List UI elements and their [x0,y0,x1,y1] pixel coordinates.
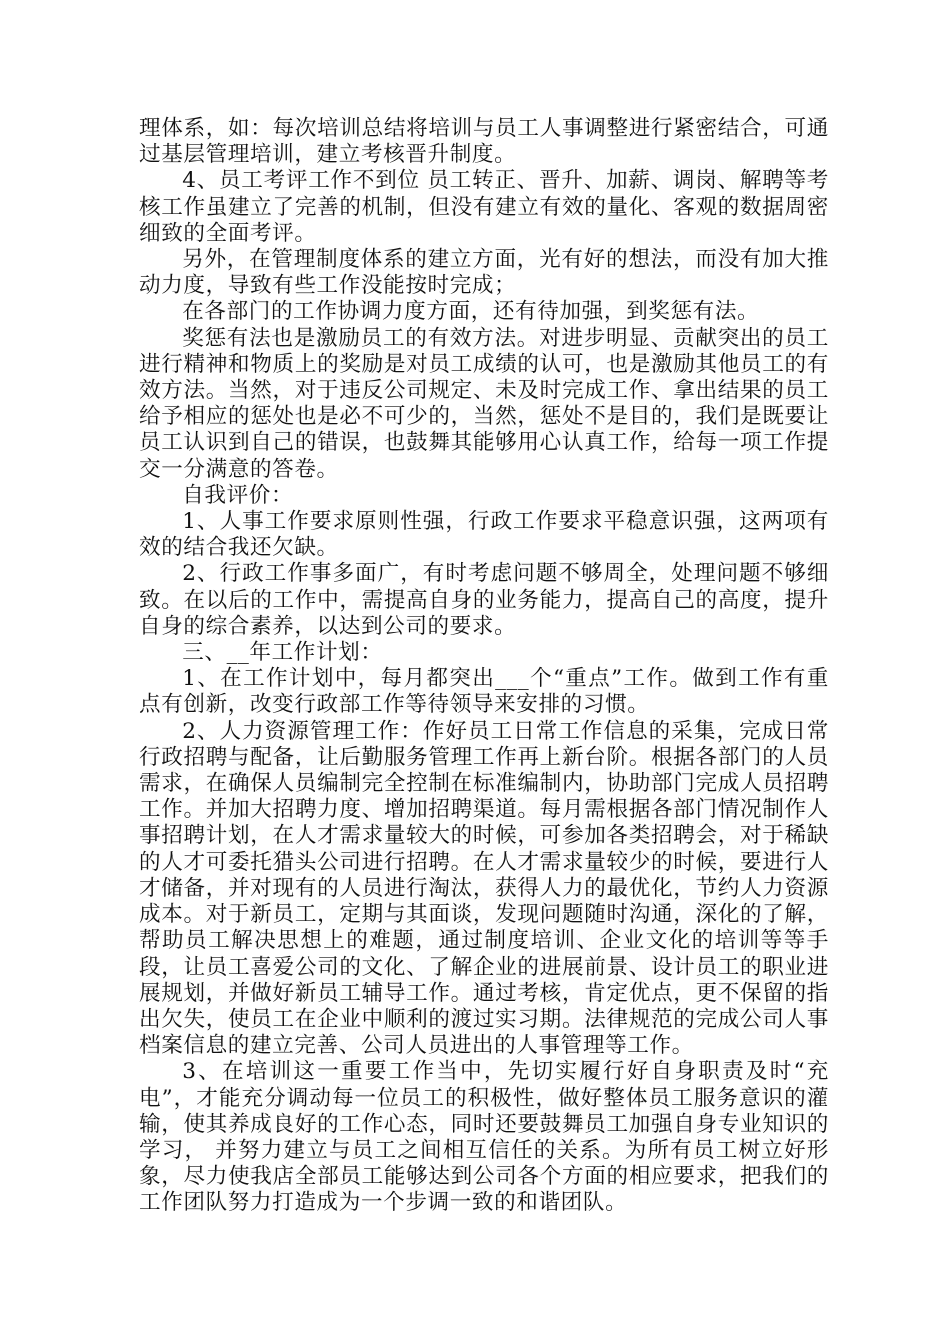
paragraph-3: 另外，在管理制度体系的建立方面，光有好的想法，而没有加大推动力度，导致有些工作没能按时完成； [139,247,829,299]
paragraph-10: 1、在工作计划中，每月都突出___个“重点”工作。做到工作有重点有创新，改变行政部工作等待领导来安排的习惯。 [139,666,829,718]
paragraph-11: 2、人力资源管理工作：作好员工日常工作信息的采集，完成日常行政招聘与配备，让后勤服务管理工作再上新台阶。根据各部门的人员需求，在确保人员编制完全控制在标准编制内，协助部门完成人员招聘工作。并加大招聘力度、增加招聘渠道。每月需根据各部门情况制作人事招聘计划，在人才需求量较大的时候，可参加各类招聘会，对于稀缺的人才可委托猎头公司进行招聘。在人才需求量较少的时候，要进行人才储备，并对现有的人员进行淘汰，获得人力的最优化，节约人力资源成本。对于新员工，定期与其面谈，发现问题随时沟通，深化的了解，帮助员工解决思想上的难题，通过制度培训、企业文化的培训等等手段，让员工喜爱公司的文化、了解企业的进展前景、设计员工的职业进展规划，并做好新员工辅导工作。通过考核，肯定优点，更不保留的指出欠失，使员工在企业中顺利的渡过实习期。法律规范的完成公司人事档案信息的建立完善、公司人员进出的人事管理等工作。 [139,718,829,1059]
paragraph-5: 奖惩有法也是激励员工的有效方法。对进步明显、贡献突出的员工进行精神和物质上的奖励是对员工成绩的认可，也是激励其他员工的有效方法。当然，对于违反公司规定、未及时完成工作、拿出结果的员工给予相应的惩处也是必不可少的，当然，惩处不是目的，我们是既要让员工认识到自己的错误，也鼓舞其能够用心认真工作，给每一项工作提交一分满意的答卷。 [139,325,829,482]
paragraph-4: 在各部门的工作协调力度方面，还有待加强，到奖惩有法。 [182,299,760,325]
paragraph-8: 2、行政工作事多面广，有时考虑问题不够周全，处理问题不够细致。在以后的工作中，需提高自身的业务能力，提高自己的高度，提升自身的综合素养，以达到公司的要求。 [139,561,829,639]
paragraph-1: 理体系，如：每次培训总结将培训与员工人事调整进行紧密结合，可通过基层管理培训，建立考核晋升制度。 [139,116,829,168]
paragraph-12: 3、在培训这一重要工作当中，先切实履行好自身职责及时“充电”，才能充分调动每一位员工的积极性，做好整体员工服务意识的灌输，使其养成良好的工作心态，同时还要鼓舞员工加强自身专业知识的学习， 并努力建立与员工之间相互信任的关系。为所有员工树立好形象，尽力使我店全部员工能够达到公司各个方面的相应要求，把我们的工作团队努力打造成为一个步调一致的和谐团队。 [139,1059,829,1216]
paragraph-2: 4、员工考评工作不到位 员工转正、晋升、加薪、调岗、解聘等考核工作虽建立了完善的机制，但没有建立有效的量化、客观的数据周密细致的全面考评。 [139,168,829,246]
paragraph-7: 1、人事工作要求原则性强，行政工作要求平稳意识强，这两项有效的结合我还欠缺。 [139,509,829,561]
document-body [139,116,829,1217]
paragraph-6: 自我评价： [182,482,294,508]
paragraph-9: 三、__年工作计划： [182,640,383,666]
